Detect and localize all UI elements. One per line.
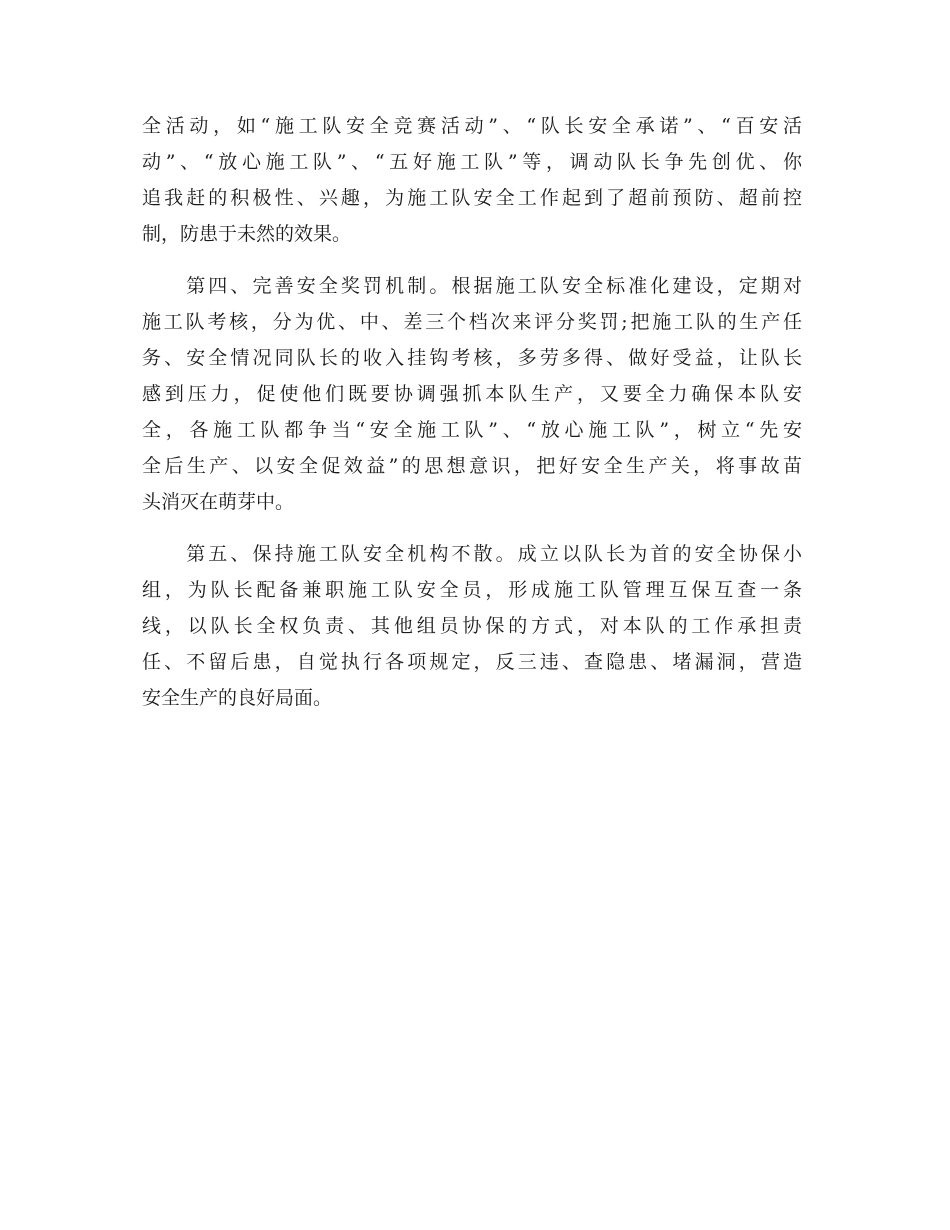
- paragraph-safety-organization: [142, 536, 802, 716]
- text-line: 务、安全情况同队长的收入挂钩考核，多劳多得、做好受益，让队长: [142, 347, 802, 369]
- text-line: 感到压力，促使他们既要协调强抓本队生产，又要全力确保本队安: [142, 383, 802, 405]
- paragraph-safety-activities: [142, 108, 802, 252]
- text-line: 全活动，如“施工队安全竞赛活动”、“队长安全承诺”、“百安活: [142, 115, 802, 137]
- text-line: 施工队考核，分为优、中、差三个档次来评分奖罚;把施工队的生产任: [142, 311, 802, 333]
- text-line: 任、不留后患，自觉执行各项规定，反三违、查隐患、堵漏洞，营造: [142, 651, 802, 673]
- text-line: 动”、“放心施工队”、“五好施工队”等，调动队长争先创优、你: [142, 151, 802, 173]
- text-line: 全，各施工队都争当“安全施工队”、“放心施工队”，树立“先安: [142, 419, 802, 441]
- text-line: 第四、完善安全奖罚机制。根据施工队安全标准化建设，定期对: [142, 275, 802, 297]
- text-line: 安全生产的良好局面。: [142, 687, 333, 709]
- paragraph-reward-penalty: [142, 268, 802, 520]
- document-body: [142, 108, 802, 732]
- text-line: 追我赶的积极性、兴趣，为施工队安全工作起到了超前预防、超前控: [142, 187, 802, 209]
- text-line: 全后生产、以安全促效益”的思想意识，把好安全生产关，将事故苗: [142, 455, 802, 477]
- text-line: 组，为队长配备兼职施工队安全员，形成施工队管理互保互查一条: [142, 579, 802, 601]
- text-line: 第五、保持施工队安全机构不散。成立以队长为首的安全协保小: [142, 543, 802, 565]
- text-line: 制，防患于未然的效果。: [142, 223, 352, 245]
- text-line: 线，以队长全权负责、其他组员协保的方式，对本队的工作承担责: [142, 615, 802, 637]
- text-line: 头消灭在萌芽中。: [142, 491, 295, 513]
